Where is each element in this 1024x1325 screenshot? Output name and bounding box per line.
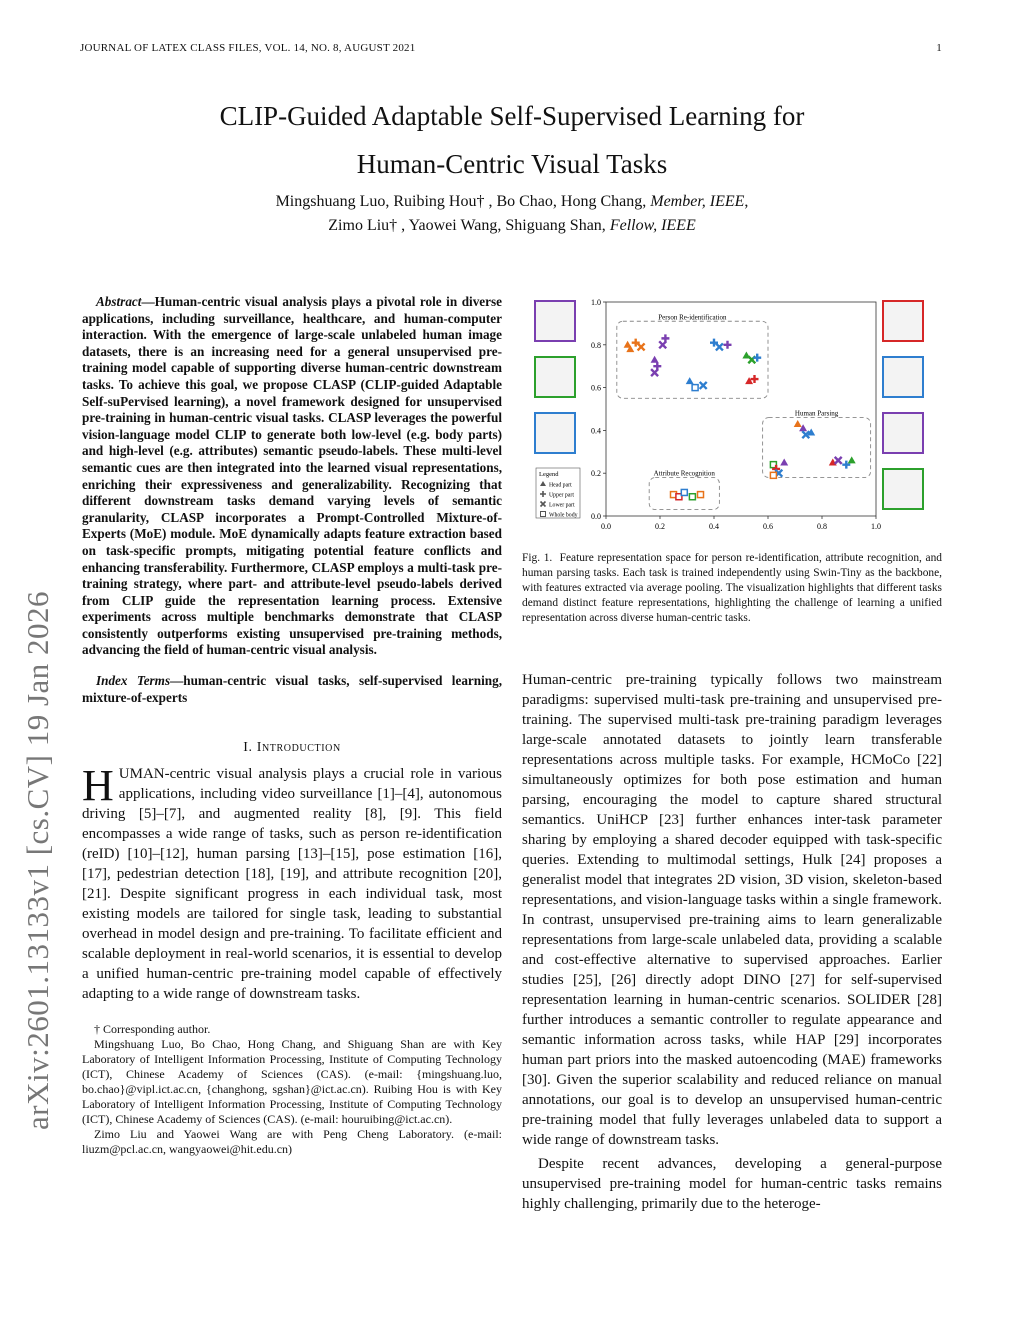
- intro-paragraph: [82, 761, 502, 1004]
- x-tick-label: 0.6: [763, 522, 773, 531]
- group-label: Person Re-identification: [658, 313, 727, 322]
- legend-label: Upper part: [549, 492, 574, 499]
- data-point: [638, 343, 645, 350]
- running-header: JOURNAL OF LATEX CLASS FILES, VOL. 14, NO. 8, AUGUST 2021: [80, 42, 416, 54]
- data-point: [651, 369, 658, 376]
- data-point: [698, 492, 704, 498]
- index-terms: [82, 673, 502, 706]
- intro-text: UMAN-centric visual analysis plays a crucial role in various applications, including video surveillance [1]–[4], autonomous driving [5]–[7], and augmented reality [8], [9]. This field encompasses a wide range of tasks, such as person re-identification (reID) [10]–[12], human parsing [13]–[15], pose estimation [16], [17], pedestrian detection [18], [19], and attribute recognition [20], [21]. Despite significant progress in each individual task, most existing models are tailored for single task, leading to substantial overhead in model design and pre-training. To facilitate efficient and scalable deployment in real-world scenarios, it is essential to develop a unified human-centric pre-training model capable of effectively adapting to a wide range of downstream tasks.: [82, 766, 502, 1003]
- legend-label: Whole body: [549, 512, 578, 519]
- intro-paragraph-3: Despite recent advances, developing a general-purpose unsupervised pre-training model for human-centric tasks remains highly challenging, primarily due to the heteroge-: [522, 1156, 942, 1212]
- data-point: [794, 420, 802, 427]
- data-point: [716, 343, 723, 350]
- data-point: [848, 456, 856, 463]
- authors-line-1-tail: ,: [744, 193, 749, 210]
- data-point: [689, 494, 695, 500]
- abstract-label: Abstract: [96, 294, 142, 309]
- caption-text: Feature representation space for person re-identification, attribute recognition, and human parsing tasks. Each task is trained independently using Swin-Tiny as the backbone, with features extracted via average pooling. The visualization highlights that different tasks demand distinct feature representations, highlighting the challenge of learning a unified representation across diverse human-centric tasks.: [522, 552, 942, 624]
- x-tick-label: 1.0: [871, 522, 881, 531]
- abstract-text: —Human-centric visual analysis plays a pivotal role in diverse applications, including surveillance, healthcare, and human-computer interaction. With the emergence of large-scale unlabeled human image datasets, there is an increasing need for a general unsupervised pre-training model capable of supporting diverse human-centric downstream tasks. To achieve this goal, we propose CLASP (CLIP-guided Adaptable Self-suPervised learning), a novel framework designed for unsupervised pre-training in human-centric visual tasks. CLASP leverages the powerful vision-language model CLIP to generate both low-level (e.g. body parts) and high-level (e.g. attributes) semantic pseudo-labels. These multi-level semantic cues are then integrated into the learned visual representations, enriching their expressiveness and generalizability. Recognizing that different downstream tasks demand varying levels of semantic granularity, CLASP incorporates a Prompt-Controlled Mixture-of-Experts (MoE) module. MoE dynamically adapts feature extraction based on task-specific prompts, mitigating potential feature conflicts and enhancing transferability. Furthermore, CLASP employs a multi-task pre-training strategy, where part- and attribute-level pseudo-labels derived from CLIP guide the representation learning process. Extensive experiments across multiple benchmarks demonstrate that CLASP consistently outperforms existing unsupervised pre-training methods, advancing the field of human-centric visual analysis.: [82, 294, 502, 658]
- section-number: I.: [243, 740, 253, 756]
- legend-marker: [541, 512, 546, 517]
- x-tick-label: 0.8: [817, 522, 827, 531]
- footnotes: [82, 1022, 502, 1157]
- right-column: [522, 670, 942, 1214]
- index-terms-label: Index Terms: [96, 673, 171, 689]
- y-tick-label: 0.2: [591, 469, 601, 479]
- data-point: [681, 489, 687, 495]
- legend-label: Head part: [549, 482, 572, 489]
- data-point: [686, 377, 694, 384]
- y-tick-label: 1.0: [591, 298, 601, 307]
- scatter-plot: [522, 296, 942, 531]
- title-line-2: Human-Centric Visual Tasks: [356, 149, 668, 179]
- authors-role-2: Fellow, IEEE: [609, 217, 696, 234]
- intro-paragraph-2: Human-centric pre-training typically follows two mainstream paradigms: supervised multi-task pre-training and unsupervised pre-training. The supervised multi-task pre-training paradigm leverages large-scale annotated datasets to jointly learn transferable representations across multiple tasks. For example, HCMoCo [22] simultaneously optimizes for both pose estimation and human parsing, encouraging the model to capture shared structural semantics. UniHCP [23] further enhances inter-task parameter sharing by employing a shared decoder equipped with task-specific queries. Extending to multimodal settings, Hulk [24] proposes a generalist model that integrates 2D vision, 3D vision, skeleton-based representations, and vision-language tasks within a single framework. In contrast, unsupervised pre-training aims to learn generalizable representations from large-scale unlabeled data, providing a scalable and cost-effective alternative to supervised approaches. Earlier studies [25], [26] directly adopt DINO [27] for self-supervised representation learning in human-centric scenarios. SOLIDER [28] further introduces a semantic controller to regulate appearance and semantic information across tasks, while HAP [29] incorporates human part priors into the masked autoencoding (MAE) frameworks [30]. Given the superior scalability and reduced reliance on manual annotations, our goal is to develop an unsupervised human-centric pre-training model that fully leverages unlabeled data to support a wide range of downstream tasks.: [522, 672, 942, 1148]
- footnote-affiliation-1: Mingshuang Luo, Bo Chao, Hong Chang, and Shiguang Shan are with Key Laboratory of Intelligent Information Processing, Institute of Computing Technology (ICT), Chinese Academy of Sciences (CAS). (e-mail: {mingshuang.luo, bo.chao}@vipl.ict.ac.cn, {changhong, sgshan}@ict.ac.cn). Ruibing Hou is with Key Laboratory of Intelligent Information Processing, Institute of Computing Technology (ICT), Chinese Academy of Sciences (CAS). (e-mail: houruibing@ict.ac.cn).: [82, 1037, 502, 1127]
- data-point: [770, 472, 776, 478]
- group-label: Human Parsing: [794, 409, 839, 418]
- footnote-corresponding: † Corresponding author.: [94, 1022, 211, 1037]
- x-tick-label: 0.4: [709, 522, 719, 531]
- y-tick-label: 0.6: [591, 383, 601, 393]
- data-point: [753, 354, 761, 362]
- legend-title: Legend: [539, 471, 559, 478]
- data-point: [835, 457, 842, 464]
- left-column: [82, 294, 502, 1157]
- data-point: [661, 334, 669, 342]
- caption-label: Fig. 1.: [522, 552, 553, 564]
- footnote-affiliation-2: Zimo Liu and Yaowei Wang are with Peng Cheng Laboratory. (e-mail: liuzm@pcl.ac.cn, wangyaowei@hit.edu.cn): [82, 1127, 502, 1157]
- group-label: Attribute Recognition: [653, 469, 715, 478]
- data-point: [651, 356, 659, 363]
- index-terms-text: —human-centric visual tasks, self-supervised learning, mixture-of-experts: [82, 673, 502, 705]
- x-tick-label: 0.0: [601, 522, 611, 531]
- abstract: [82, 294, 502, 659]
- data-point: [724, 341, 732, 349]
- drop-cap: H: [82, 761, 114, 811]
- data-point: [780, 459, 788, 466]
- authors-role-1: Member, IEEE: [650, 193, 745, 210]
- section-heading: [82, 738, 502, 758]
- title-line-1: CLIP-Guided Adaptable Self-Supervised Learning for: [219, 101, 805, 131]
- authors-line-1: Mingshuang Luo, Ruibing Hou† , Bo Chao, Hong Chang,: [275, 193, 651, 210]
- arxiv-watermark: arXiv:2601.13133v1 [cs.CV] 19 Jan 2026: [20, 590, 55, 1130]
- y-tick-label: 0.8: [591, 340, 601, 350]
- page-number: 1: [936, 42, 942, 54]
- data-point: [692, 385, 698, 391]
- authors-line-2: Zimo Liu† , Yaowei Wang, Shiguang Shan,: [328, 217, 610, 234]
- section-title: Introduction: [256, 740, 341, 756]
- data-point: [700, 382, 707, 389]
- figure-1: [522, 296, 942, 531]
- paper-title: [0, 92, 1024, 188]
- figure-caption: [522, 551, 942, 626]
- y-tick-label: 0.0: [591, 512, 601, 521]
- legend-label: Lower part: [549, 502, 575, 509]
- x-tick-label: 0.2: [655, 522, 665, 531]
- y-tick-label: 0.4: [591, 426, 601, 436]
- author-list: [0, 190, 1024, 238]
